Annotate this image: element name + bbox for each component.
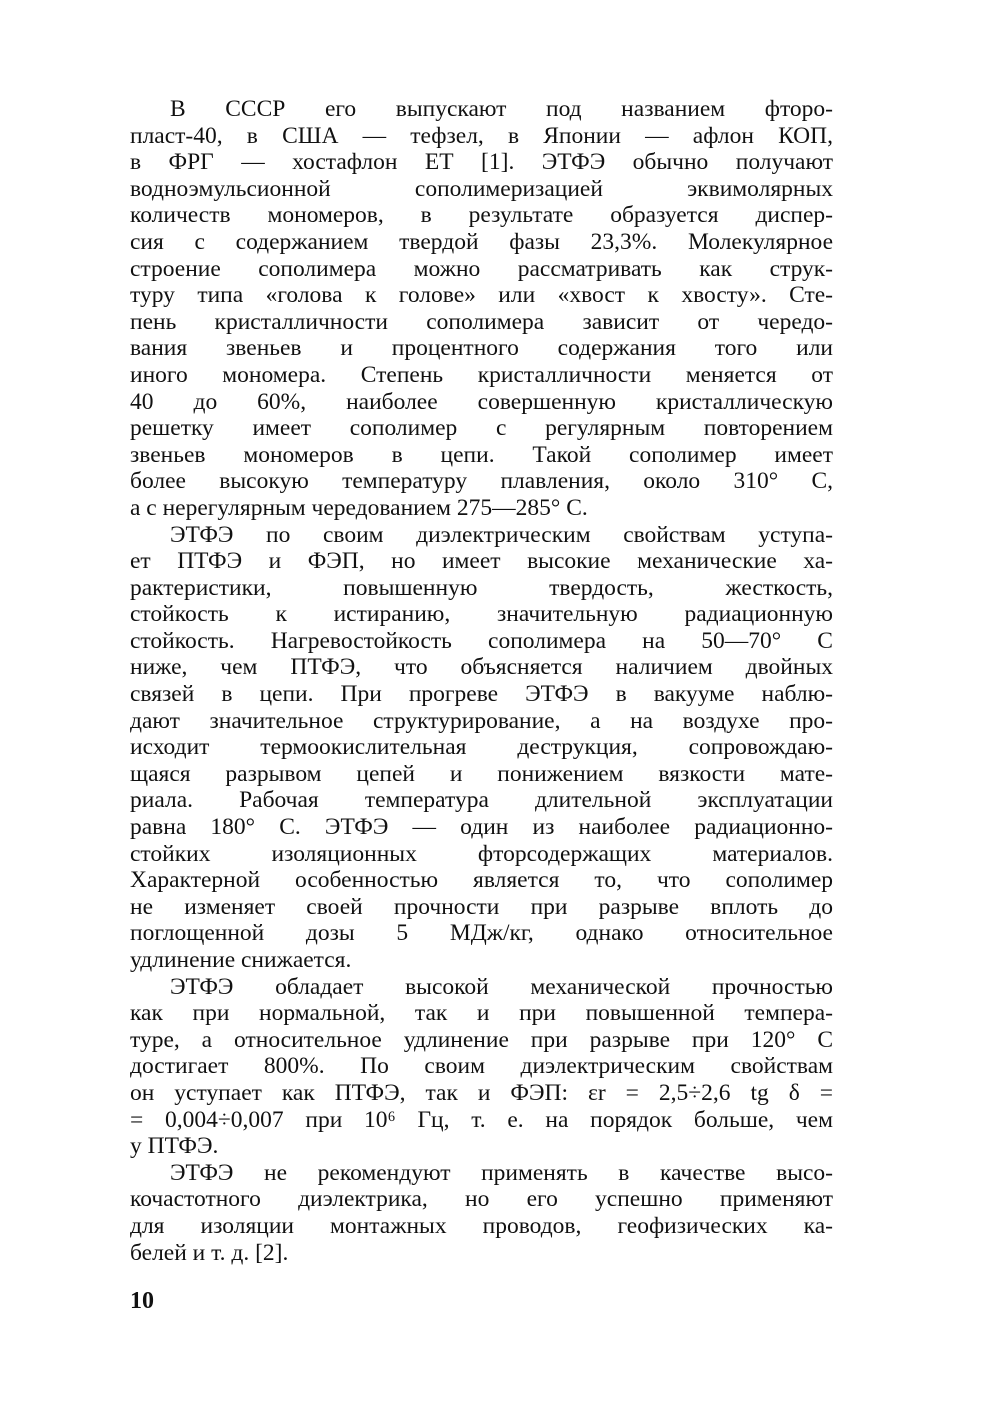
text-line: не изменяет своей прочности при разрыве вплоть до bbox=[130, 893, 833, 920]
text-line: пень кристалличности сополимера зависит от чередо- bbox=[130, 308, 833, 335]
text-line: = 0,004÷0,007 при 10⁶ Гц, т. е. на порядок больше, чем bbox=[130, 1106, 833, 1133]
body-text bbox=[130, 96, 833, 1266]
text-line: решетку имеет сополимер с регулярным повторением bbox=[130, 415, 833, 442]
text-line: а с нерегулярным чередованием 275—285° С. bbox=[130, 494, 588, 521]
text-line: более высокую температуру плавления, около 310° С, bbox=[130, 468, 833, 495]
text-line: ет ПТФЭ и ФЭП, но имеет высокие механические ха- bbox=[130, 548, 833, 575]
text-line: щаяся разрывом цепей и понижением вязкости мате- bbox=[130, 760, 833, 787]
text-line: строение сополимера можно рассматривать как струк- bbox=[130, 255, 833, 282]
text-line: для изоляции монтажных проводов, геофизических ка- bbox=[130, 1212, 833, 1239]
text-line: ЭТФЭ обладает высокой механической прочностью bbox=[170, 973, 833, 1000]
text-line: связей в цепи. При прогреве ЭТФЭ в вакууме наблю- bbox=[130, 681, 833, 708]
text-line: рактеристики, повышенную твердость, жесткость, bbox=[130, 574, 833, 601]
text-line: дают значительное структурирование, а на воздухе про- bbox=[130, 707, 833, 734]
text-line: ЭТФЭ не рекомендуют применять в качестве высо- bbox=[170, 1159, 833, 1186]
text-line: поглощенной дозы 5 МДж/кг, однако относительное bbox=[130, 920, 833, 947]
text-line: водноэмульсионной сополимеризацией эквимолярных bbox=[130, 175, 833, 202]
text-line: удлинение снижается. bbox=[130, 947, 352, 973]
text-line: туру типа «голова к голове» или «хвост к хвосту». Сте- bbox=[130, 282, 833, 309]
text-line: белей и т. д. [2]. bbox=[130, 1239, 289, 1266]
text-line: у ПТФЭ. bbox=[130, 1133, 219, 1160]
text-line: 40 до 60%, наиболее совершенную кристаллическую bbox=[130, 388, 833, 415]
text-line: в ФРГ — хостафлон ЕТ [1]. ЭТФЭ обычно получают bbox=[130, 149, 833, 176]
text-line: Характерной особенностью является то, что сополимер bbox=[130, 867, 833, 894]
page-number: 10 bbox=[130, 1288, 154, 1314]
text-line: ЭТФЭ по своим диэлектрическим свойствам уступа- bbox=[170, 521, 833, 548]
text-line: равна 180° С. ЭТФЭ — один из наиболее радиационно- bbox=[130, 814, 833, 841]
text-line: достигает 800%. По своим диэлектрическим свойствам bbox=[130, 1053, 833, 1080]
text-line: он уступает как ПТФЭ, так и ФЭП: εr = 2,5÷2,6 tg δ = bbox=[130, 1079, 833, 1106]
text-line: иного мономера. Степень кристалличности меняется от bbox=[130, 361, 833, 388]
text-line: туре, а относительное удлинение при разрыве при 120° С bbox=[130, 1026, 833, 1053]
text-line: как при нормальной, так и при повышенной темпера- bbox=[130, 1000, 833, 1027]
text-line: риала. Рабочая температура длительной эксплуатации bbox=[130, 787, 833, 814]
text-line: стойкость. Нагревостойкость сополимера на 50—70° С bbox=[130, 627, 833, 654]
text-line: пласт-40, в США — тефзел, в Японии — афлон КОП, bbox=[130, 122, 833, 149]
text-line: ниже, чем ПТФЭ, что объясняется наличием двойных bbox=[130, 654, 833, 681]
text-line: звеньев мономеров в цепи. Такой сополимер имеет bbox=[130, 441, 833, 468]
text-line: сия с содержанием твердой фазы 23,3%. Молекулярное bbox=[130, 228, 833, 255]
text-line: кочастотного диэлектрика, но его успешно применяют bbox=[130, 1186, 833, 1213]
text-line: В СССР его выпускают под названием фторо- bbox=[170, 96, 833, 122]
text-line: исходит термоокислительная деструкция, сопровождаю- bbox=[130, 734, 833, 761]
text-line: стойких изоляционных фторсодержащих материалов. bbox=[130, 840, 833, 867]
text-line: вания звеньев и процентного содержания того или bbox=[130, 335, 833, 362]
text-line: количеств мономеров, в результате образуется диспер- bbox=[130, 202, 833, 229]
text-line: стойкость к истиранию, значительную радиационную bbox=[130, 601, 833, 628]
